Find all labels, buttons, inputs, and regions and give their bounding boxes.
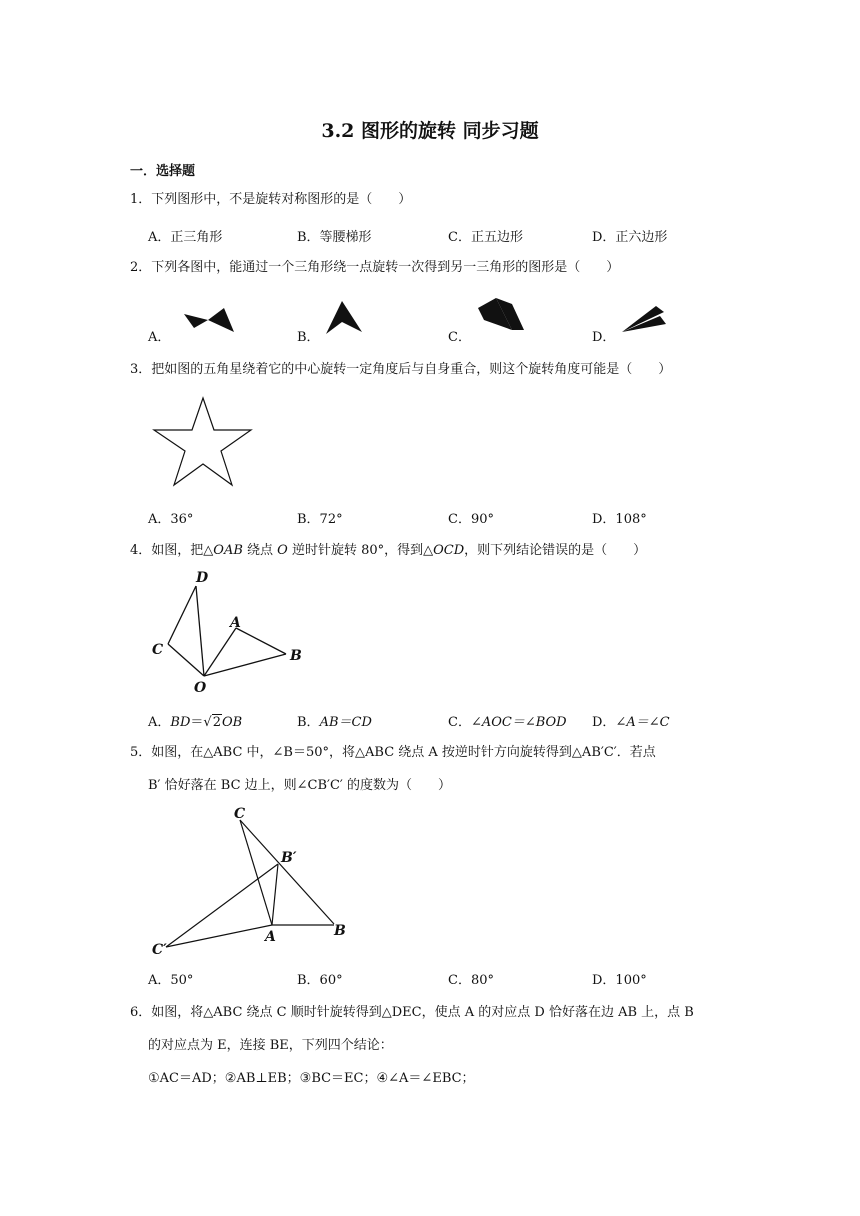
question-1-stem: 1．下列图形中，不是旋转对称图形的是（ ） xyxy=(130,192,412,207)
q1-option-b[interactable]: B．等腰梯形 xyxy=(297,230,372,245)
q3-option-a[interactable]: A．36° xyxy=(148,512,194,527)
sqrt-radicand: 2 xyxy=(212,715,221,730)
q5-label-c: C xyxy=(234,806,246,822)
q2-figure-d xyxy=(620,304,668,334)
q4-option-c[interactable]: C．∠AOC＝∠BOD xyxy=(448,715,567,730)
q4-option-b[interactable]: B．AB＝CD xyxy=(297,715,372,730)
q5-label-a: A xyxy=(265,929,276,945)
q4-label-c: C xyxy=(152,642,164,658)
q5-option-d[interactable]: D．100° xyxy=(592,973,647,988)
q3-option-d[interactable]: D．108° xyxy=(592,512,647,527)
question-4-stem: 4．如图，把△OAB 绕点 O 逆时针旋转 80°，得到△OCD，则下列结论错误的是（ ） xyxy=(130,543,647,558)
q2-figure-c xyxy=(476,296,528,334)
q3-option-b[interactable]: B．72° xyxy=(297,512,343,527)
question-2-stem: 2．下列各图中，能通过一个三角形绕一点旋转一次得到另一三角形的图形是（ ） xyxy=(130,260,620,275)
q4-label-d: D xyxy=(196,570,209,586)
q4-label-o: O xyxy=(194,680,207,696)
question-3-stem: 3．把如图的五角星绕着它的中心旋转一定角度后与自身重合，则这个旋转角度可能是（ ） xyxy=(130,362,672,377)
q4-label-b: B xyxy=(290,648,302,664)
q3-option-c[interactable]: C．90° xyxy=(448,512,494,527)
q1-option-d[interactable]: D．正六边形 xyxy=(592,230,668,245)
q3-five-pointed-star-figure xyxy=(150,396,256,488)
q4-rotation-figure xyxy=(150,572,310,697)
question-6-line-1: 6．如图，将△ABC 绕点 C 顺时针旋转得到△DEC，使点 A 的对应点 D 恰好落在边 AB 上，点 B xyxy=(130,1005,694,1020)
q5-label-c-prime: C′ xyxy=(152,942,167,958)
q2-option-c[interactable]: C． xyxy=(448,330,471,345)
question-5-line-1: 5．如图，在△ABC 中，∠B＝50°，将△ABC 绕点 A 按逆时针方向旋转得到△AB′C′．若点 xyxy=(130,745,656,760)
q1-option-c[interactable]: C．正五边形 xyxy=(448,230,523,245)
q4-option-a[interactable]: A．BD＝√2OB xyxy=(148,715,243,730)
q4-option-d[interactable]: D．∠A＝∠C xyxy=(592,715,670,730)
q5-option-a[interactable]: A．50° xyxy=(148,973,194,988)
page-title: 3.2 图形的旋转 同步习题 xyxy=(321,120,539,142)
q2-figure-a xyxy=(182,306,238,336)
q2-option-d[interactable]: D． xyxy=(592,330,616,345)
question-6-conclusions: ①AC＝AD；②AB⊥EB；③BC＝EC；④∠A＝∠EBC； xyxy=(148,1071,475,1086)
q1-option-a[interactable]: A．正三角形 xyxy=(148,230,223,245)
q2-option-b[interactable]: B． xyxy=(297,330,320,345)
q5-rotation-figure xyxy=(150,804,360,959)
q5-option-b[interactable]: B．60° xyxy=(297,973,343,988)
question-5-line-2: B′ 恰好落在 BC 边上，则∠CB′C′ 的度数为（ ） xyxy=(148,778,452,793)
q2-figure-b xyxy=(324,300,364,336)
q5-label-b-prime: B′ xyxy=(281,850,297,866)
q5-option-c[interactable]: C．80° xyxy=(448,973,494,988)
section-heading: 一．选择题 xyxy=(130,164,196,179)
q5-label-b: B xyxy=(334,923,346,939)
q4-label-a: A xyxy=(230,615,241,631)
question-6-line-2: 的对应点为 E，连接 BE，下列四个结论： xyxy=(148,1038,393,1053)
q2-option-a[interactable]: A． xyxy=(148,330,171,345)
